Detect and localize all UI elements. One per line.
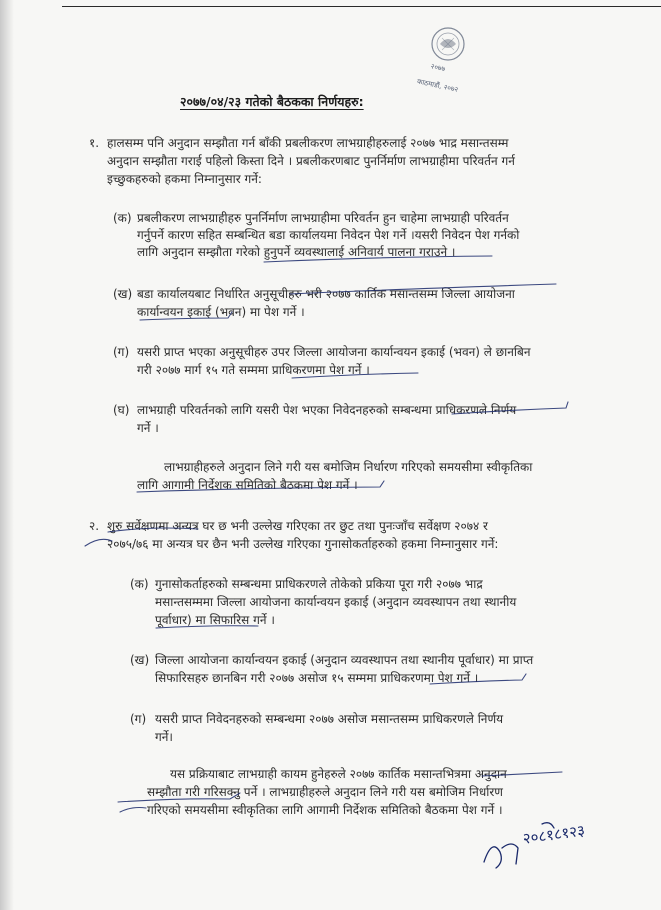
section-2-item-ka-label: (क) (130, 577, 149, 591)
section-2-item-ga-label: (ग) (130, 712, 147, 726)
office-seal-stamp (412, 22, 484, 102)
section-1-closing-line-2: लागि आगामी निर्देशक समितिको बैठकमा पेश गर्ने । (137, 478, 358, 492)
page-edge-shadow (0, 0, 14, 910)
section-1-item-kha-line-2: कार्यान्वयन इकाई (भवन) मा पेश गर्ने । (137, 305, 305, 319)
section-2-item-kha-line-1: जिल्ला आयोजना कार्यान्वयन इकाई (अनुदान व्यवस्थापन तथा स्थानीय पूर्वाधार) मा प्राप्त (155, 653, 534, 667)
seal-text-1: २०७७ (429, 62, 446, 74)
section-1-line-2: अनुदान सम्झौता गराई पहिलो किस्ता दिने । प्रबलीकरणबाट पुनर्निर्माण लाभग्राहीमा परिवर्तन गर्न (107, 154, 515, 168)
section-2-number: २. (89, 519, 100, 533)
section-2-line-1: शुरु सर्वेक्षणमा अन्यत्र घर छ भनी उल्लेख गरिएका तर छुट तथा पुनःजाँच सर्वेक्षण २०७४ र (107, 519, 488, 533)
section-1-item-ga-label: (ग) (113, 345, 130, 359)
section-1-closing-line-1: लाभग्राहीहरुले अनुदान लिने गरी यस बमोजिम निर्धारण गरिएको समयसीमा स्वीकृतिका (164, 460, 533, 474)
section-2-closing-line-3: गरिएको समयसीमा स्वीकृतिका लागि आगामी निर्देशक समितिको बैठकमा पेश गर्ने । (147, 803, 503, 817)
seal-text-2: काठमाडौं, २०७२ (416, 77, 459, 94)
section-1-item-gha-line-1: लाभग्राही परिवर्तनको लागि यसरी पेश भएका निवेदनहरुको सम्बन्धमा प्राधिकरणले निर्णय (137, 403, 517, 417)
section-1-item-ka-line-2: गर्नुपर्ने कारण सहित सम्बन्धित बडा कार्यालयमा निवेदन पेश गर्ने ।यसरी निवेदन पेश गर्नको (137, 228, 520, 242)
section-2-item-kha-label: (ख) (130, 653, 150, 667)
section-1-item-ga-line-2: गरी २०७७ मार्ग १५ गते सम्ममा प्राधिकरणमा पेश गर्ने । (137, 363, 370, 377)
section-2-item-ka-line-1: गुनासोकर्ताहरुको सम्बन्धमा प्राधिकरणले तोकेको प्रकिया पूरा गरी २०७७ भाद्र (155, 577, 483, 591)
section-1-item-kha-label: (ख) (113, 287, 133, 301)
section-1-item-gha-line-2: गर्ने । (137, 421, 159, 435)
section-2-item-ka-line-2: मसान्तसम्ममा जिल्ला आयोजना कार्यान्वयन इकाई (अनुदान व्यवस्थापन तथा स्थानीय (155, 595, 517, 609)
section-2-item-ga-line-1: यसरी प्राप्त निवेदनहरुको सम्बन्धमा २०७७ असोज मसान्तसम्म प्राधिकरणले निर्णय (155, 712, 504, 726)
section-2-closing-line-1: यस प्रक्रियाबाट लाभग्राही कायम हुनेहरुले २०७७ कार्तिक मसान्तभित्रमा अनुदान (170, 767, 507, 781)
section-2-item-kha-line-2: सिफारिसहरु छानबिन गरी २०७७ असोज १५ सम्ममा प्राधिकरणमा पेश गर्ने । (155, 671, 479, 685)
section-1-item-gha-label: (घ) (113, 403, 130, 417)
section-1-item-ka-line-3: लागि अनुदान सम्झौता गरेको हुनुपर्ने व्यवस्थालाई अनिवार्य पालना गराउने । (137, 245, 456, 259)
section-1-item-ga-line-1: यसरी प्राप्त भएका अनुसूचीहरु उपर जिल्ला आयोजना कार्यान्वयन इकाई (भवन) ले छानबिन (137, 345, 531, 359)
section-2-item-ga-line-2: गर्ने। (155, 730, 173, 744)
section-1-item-kha-line-1: बडा कार्यालयबाट निर्धारित अनुसूचीहरु भरी २०७७ कार्तिक मसान्तसम्म जिल्ला आयोजना (137, 287, 515, 301)
top-border-line (62, 6, 661, 7)
section-1-item-ka-label: (क) (113, 211, 132, 225)
meeting-decisions-heading: २०७७/०४/२३ गतेको बैठकका निर्णयहरु: (180, 94, 364, 109)
section-2-line-2: २०७५/७६ मा अन्यत्र घर छैन भनी उल्लेख गरिएका गुनासोकर्ताहरुको हकमा निम्नानुसार गर्ने: (107, 537, 499, 551)
section-1-item-ka-line-1: प्रबलीकरण लाभग्राहीहरु पुनर्निर्माण लाभग्राहीमा परिवर्तन हुन चाहेमा लाभग्राही परिवर्तन (137, 211, 509, 225)
section-1-line-3: इच्छुकहरुको हकमा निम्नानुसार गर्ने: (107, 172, 262, 186)
section-2-item-ka-line-3: पूर्वाधार) मा सिफारिस गर्ने । (155, 613, 275, 627)
section-1-number: १. (89, 136, 100, 150)
section-2-closing-line-2: सम्झौता गरी गरिसक्नु पर्ने । लाभग्राहीहरुले अनुदान लिने गरी यस बमोजिम निर्धारण (147, 785, 503, 799)
handwritten-number: २०८१८१२३ (521, 821, 587, 848)
section-1-line-1: हालसम्म पनि अनुदान सम्झौता गर्न बाँकी प्रबलीकरण लाभग्राहीहरुलाई २०७७ भाद्र मसान्तसम्म (107, 136, 509, 150)
